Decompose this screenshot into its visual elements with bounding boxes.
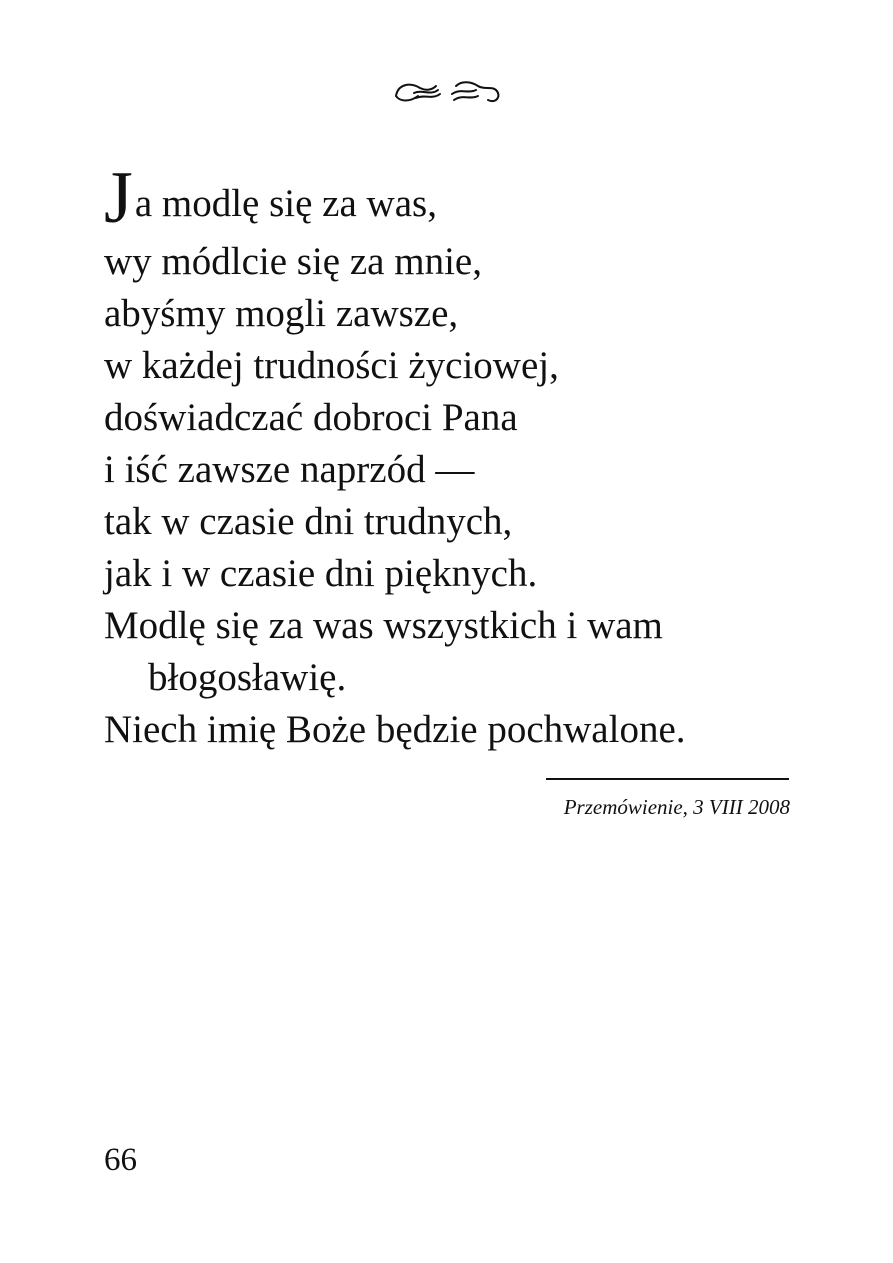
flourish-ornament-icon <box>392 76 504 106</box>
poem-line: jak i w czasie dni pięknych. <box>104 552 538 595</box>
poem-line: doświadczać dobroci Pana <box>104 396 518 439</box>
poem-line-text: a modlę się za was, <box>134 182 437 225</box>
poem-line: abyśmy mogli zawsze, <box>104 292 459 335</box>
poem-line: Modlę się za was wszystkich i wam <box>104 604 663 647</box>
poem-line <box>104 157 844 239</box>
poem-line: błogosławię. <box>148 656 347 699</box>
drop-cap: J <box>104 157 133 239</box>
poem-line: tak w czasie dni trudnych, <box>104 500 513 543</box>
page-number: 66 <box>104 1142 137 1178</box>
poem-line: w każdej trudności życiowej, <box>104 344 559 387</box>
poem <box>104 157 844 756</box>
poem-line: i iść zawsze naprzód — <box>104 448 475 491</box>
source-citation: Przemówienie, 3 VIII 2008 <box>563 795 790 819</box>
poem-line: wy módlcie się za mnie, <box>104 240 482 283</box>
source-divider <box>546 778 789 780</box>
poem-line: Niech imię Boże będzie pochwalone. <box>104 708 686 751</box>
